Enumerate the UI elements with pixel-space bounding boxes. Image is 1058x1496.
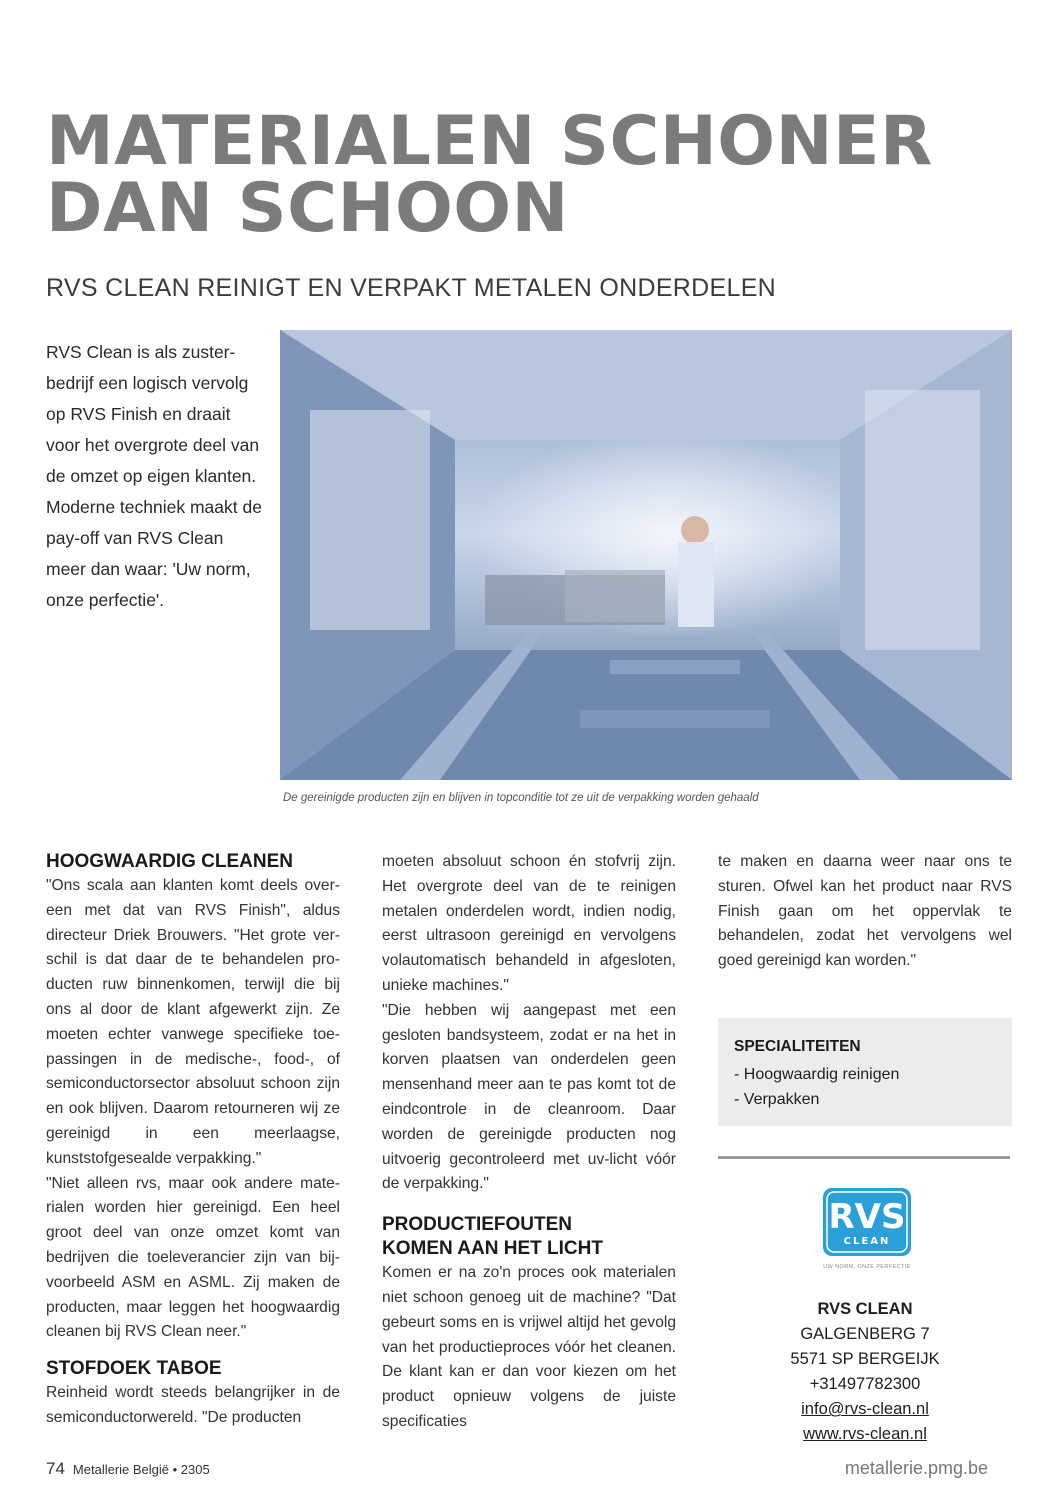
page-number: 74	[46, 1459, 65, 1478]
page-footer	[46, 1459, 210, 1479]
intro-paragraph: RVS Clean is als zuster-bedrijf een logisch vervolg op RVS Finish en draait voor het overgrote deel van de omzet op eigen klanten. Moderne techniek maakt de pay-off van RVS Clean meer dan waar: 'Uw norm, onze perfectie'.	[46, 342, 262, 610]
specialities-box	[718, 1018, 1012, 1126]
logo-text-clean: CLEAN	[843, 1236, 891, 1247]
body-paragraph: "Die hebben wij aangepast met een gesloten bandsysteem, zodat er na het in korven plaatsen van onderdelen geen mensenhand meer aan te pas komt tot de eindcontrole in de cleanroom. Daar worden de gereinigde producten nog uitvoerig gecontroleerd met uv-licht vóór de verpakking."	[382, 1001, 676, 1193]
section-heading-productiefouten	[382, 1213, 676, 1261]
logo-text-rvs: RVS	[828, 1197, 906, 1237]
section-heading-line-2: KOMEN AAN HET LICHT	[382, 1238, 603, 1260]
site-url[interactable]: metallerie.pmg.be	[844, 1458, 988, 1478]
section-heading-line-1: PRODUCTIEFOUTEN	[382, 1214, 572, 1236]
column-2	[382, 850, 676, 1435]
cleanroom-illustration	[280, 330, 1012, 780]
photo-caption: De gereinigde producten zijn en blijven in topconditie tot ze uit de verpakking worden gehaald	[283, 792, 759, 804]
rvs-clean-logo	[822, 1187, 912, 1257]
section-heading-stofdoek: STOFDOEK TABOE	[46, 1358, 222, 1380]
website-link[interactable]: www.rvs-clean.nl	[803, 1425, 927, 1443]
phone-number: +31497782300	[809, 1375, 921, 1393]
divider	[718, 1156, 1010, 1159]
contact-block	[718, 1297, 1012, 1447]
body-paragraph: Komen er na zo'n proces ook materialen niet schoon genoeg uit de machine? "Dat gebeurt soms en is vrijwel altijd het gevolg van het productieproces vóór het cleanen. De klant kan er dan voor kiezen om het product opnieuw volgens de juiste specificaties	[382, 1264, 676, 1430]
city-address: 5571 SP BERGEIJK	[790, 1350, 940, 1368]
column-3	[718, 850, 1012, 974]
body-paragraph: "Ons scala aan klanten komt deels overeen met dat van RVS Finish", aldus directeur Driek Brouwers. "Het grote verschil is dat daar de te behandelen producten ruw binnenkomen, terwijl die bij ons al door de klant afgewerkt zijn. Ze moeten echter vanwege specifieke toepassingen in de medische-, food-, of semiconductorsector absoluut schoon zijn en ook blijven. Daarom retourneren wij ze gereinigd in een meerlaagse, kunststofgesealde verpakking."	[46, 877, 340, 1167]
article-title-line-2: DAN SCHOON	[46, 169, 569, 248]
body-paragraph: te maken en daarna weer naar ons te sturen. Ofwel kan het product naar RVS Finish gaan om het oppervlak te behandelen, zodat het vervolgens wel goed gereinigd kan worden."	[718, 853, 1012, 970]
specialities-list	[734, 1062, 899, 1112]
body-paragraph: moeten absoluut schoon én stofvrij zijn. Het overgrote deel van de te reinigen metalen onderdelen wordt, indien nodig, eerst ultrasoon gereinigd en vervolgens volautomatisch behandeld in afgesloten, unieke machines."	[382, 853, 676, 994]
street-address: GALGENBERG 7	[800, 1325, 930, 1343]
company-name: RVS CLEAN	[817, 1300, 913, 1318]
article-subtitle: RVS CLEAN REINIGT EN VERPAKT METALEN ONDERDELEN	[46, 274, 777, 302]
logo-tagline: UW NORM, ONZE PERFECTIE	[823, 1264, 911, 1270]
article-title-line-1: MATERIALEN SCHONER	[46, 102, 933, 181]
list-item: - Verpakken	[734, 1091, 820, 1108]
body-paragraph: "Niet alleen rvs, maar ook andere materialen worden hier gereinigd. Een heel groot deel van onze omzet komt van bedrijven die toeleverancier zijn van bijvoorbeeld ASM en ASML. Zij maken de producten, maar leggen het hoogwaardig cleanen bij RVS Clean neer."	[46, 1174, 340, 1341]
body-paragraph: Reinheid wordt steeds belangrijker in de semiconductorwereld. "De producten	[46, 1384, 340, 1426]
email-link[interactable]: info@rvs-clean.nl	[801, 1400, 929, 1418]
column-1	[46, 850, 340, 1431]
section-heading-hoogwaardig: HOOGWAARDIG CLEANEN	[46, 851, 293, 872]
cleanroom-photo	[280, 330, 1012, 780]
list-item: - Hoogwaardig reinigen	[734, 1066, 900, 1083]
magazine-issue: Metallerie België • 2305	[72, 1462, 210, 1477]
article-title	[46, 102, 946, 248]
specialities-title: SPECIALITEITEN	[734, 1038, 861, 1055]
